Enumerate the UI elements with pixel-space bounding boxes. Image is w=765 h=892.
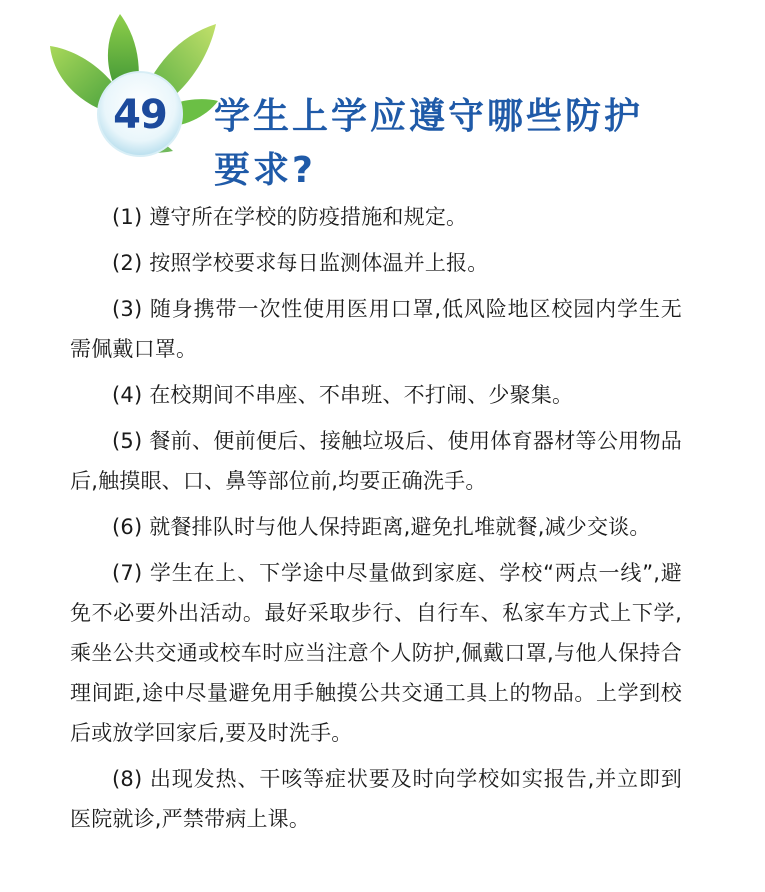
list-item: (8) 出现发热、干咳等症状要及时向学校如实报告,并立即到医院就诊,严禁带病上课。	[70, 767, 682, 831]
question-number: 49	[113, 92, 167, 138]
list-item: (3) 随身携带一次性使用医用口罩,低风险地区校园内学生无需佩戴口罩。	[70, 297, 682, 361]
list-item: (2) 按照学校要求每日监测体温并上报。	[112, 251, 489, 275]
list-item: (4) 在校期间不串座、不串班、不打闹、少聚集。	[112, 383, 574, 407]
list-item: (7) 学生在上、下学途中尽量做到家庭、学校“两点一线”,避免不必要外出活动。最好采取步行、自行车、私家车方式上下学,乘坐公共交通或校车时应当注意个人防护,佩戴口罩,与他人保持合理间距,途中尽量避免用手触摸公共交通工具上的物品。上学到校后或放学回家后,要及时洗手。	[70, 561, 682, 745]
list-item: (6) 就餐排队时与他人保持距离,避免扎堆就餐,减少交谈。	[112, 515, 651, 539]
list-item: (5) 餐前、便前便后、接触垃圾后、使用体育器材等公用物品后,触摸眼、口、鼻等部位前,均要正确洗手。	[70, 429, 682, 493]
title-line-1: 学生上学应遵守哪些防护	[214, 96, 644, 137]
requirements-list	[70, 197, 682, 845]
title-line-2: 要求?	[214, 150, 316, 191]
page-title	[214, 90, 684, 198]
list-item: (1) 遵守所在学校的防疫措施和规定。	[112, 205, 468, 229]
